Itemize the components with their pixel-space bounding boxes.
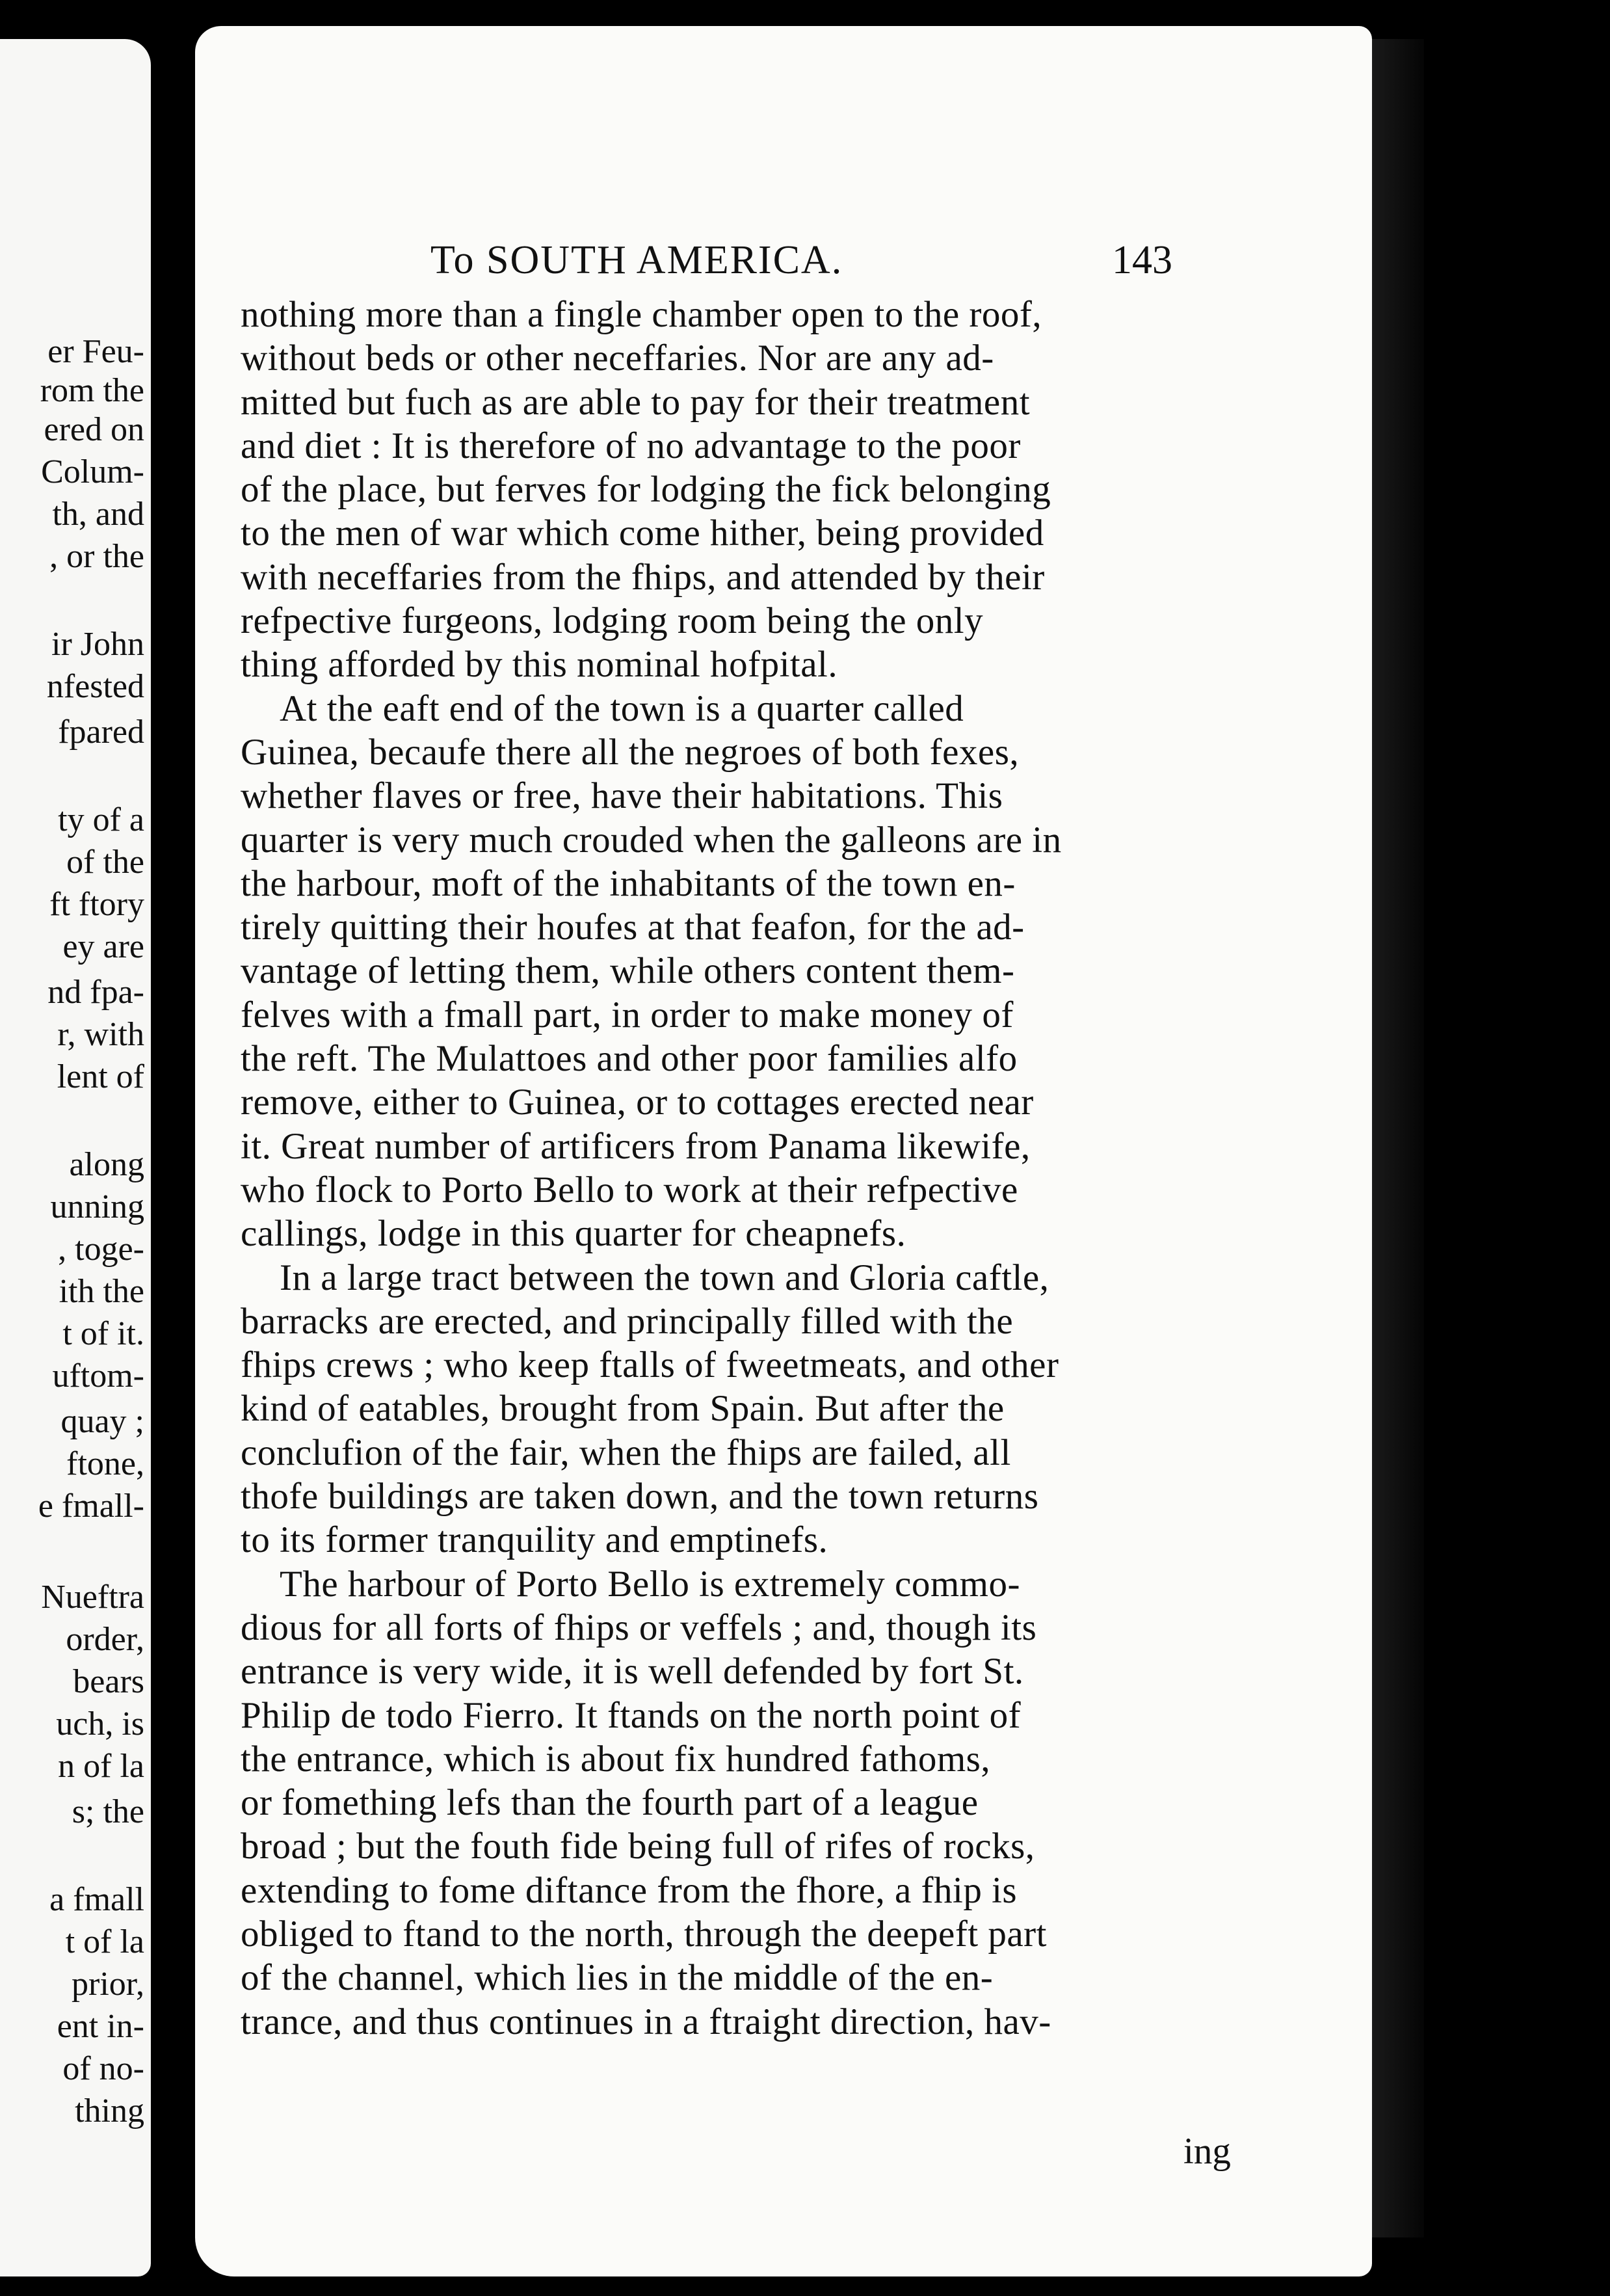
text-line: quarter is very much crouded when the galleons are in — [241, 819, 1062, 861]
left-page-fragment: ent in- — [57, 2008, 144, 2045]
right-page — [195, 26, 1372, 2276]
text-line: the reft. The Mulattoes and other poor families alfo — [241, 1038, 1018, 1080]
text-line: thing afforded by this nominal hofpital. — [241, 644, 838, 686]
left-page-fragment: fpared — [58, 714, 144, 751]
body-text — [241, 293, 1333, 2044]
text-line: or fomething lefs than the fourth part of a league — [241, 1782, 979, 1824]
catchword: ing — [1183, 2131, 1231, 2172]
text-line: of the channel, which lies in the middle of the en- — [241, 1957, 994, 1999]
left-page-fragment: t of la — [65, 1923, 144, 1960]
text-line: to its former tranquility and emptinefs. — [241, 1519, 828, 1561]
left-page-fragment: Nueftra — [41, 1579, 144, 1616]
left-page-fragment: ered on — [44, 411, 144, 448]
left-page-fragment: quay ; — [60, 1403, 144, 1440]
text-line: nothing more than a fingle chamber open to the roof, — [241, 294, 1042, 335]
left-page-fragment: uch, is — [56, 1705, 144, 1742]
left-page-fragment: thing — [75, 2092, 144, 2129]
left-page-fragment: of the — [66, 844, 144, 881]
text-line: of the place, but ferves for lodging the fick belonging — [241, 469, 1051, 511]
page-header — [195, 237, 1372, 289]
text-line: fhips crews ; who keep ftalls of fweetmeats, and other — [241, 1344, 1059, 1386]
left-page-fragment: ty of a — [58, 801, 144, 838]
book-edge — [1372, 0, 1610, 2296]
text-line: who flock to Porto Bello to work at their refpective — [241, 1169, 1018, 1210]
text-line: without beds or other neceffaries. Nor are any ad- — [241, 338, 994, 379]
left-page-fragment: ith the — [59, 1273, 144, 1310]
paragraph-start-line: The harbour of Porto Bello is extremely commo- — [280, 1563, 1020, 1605]
left-page-fragment: a fmall — [49, 1881, 144, 1918]
text-line: callings, lodge in this quarter for cheapnefs. — [241, 1213, 906, 1255]
left-page-fragment: th, and — [52, 496, 144, 533]
left-page-fragment: e fmall- — [38, 1488, 144, 1525]
text-line: with neceffaries from the fhips, and attended by their — [241, 556, 1045, 598]
text-line: barracks are erected, and principally filled with the — [241, 1300, 1014, 1342]
text-line: whether flaves or free, have their habitations. This — [241, 775, 1003, 817]
left-page-fragment: s; the — [72, 1793, 144, 1830]
text-line: extending to fome diftance from the fhore, a fhip is — [241, 1869, 1018, 1911]
left-page-fragment: order, — [66, 1621, 144, 1658]
page-edge-strip — [1372, 39, 1424, 2237]
left-page-fragment: n of la — [58, 1748, 144, 1785]
running-head: To SOUTH AMERICA. — [430, 238, 843, 282]
left-page-fragment: , toge- — [58, 1231, 144, 1268]
text-line: and diet : It is therefore of no advantage to the poor — [241, 425, 1021, 466]
left-page-fragment: nfested — [46, 668, 144, 705]
text-line: conclufion of the fair, when the fhips are failed, all — [241, 1432, 1011, 1473]
left-page-fragment: ftone, — [66, 1445, 144, 1482]
text-line: mitted but fuch as are able to pay for their treatment — [241, 381, 1031, 423]
left-page-fragment: ey are — [62, 928, 144, 965]
text-line: trance, and thus continues in a ftraight direction, hav- — [241, 2001, 1051, 2042]
text-line: the entrance, which is about fix hundred fathoms, — [241, 1738, 991, 1780]
left-page-fragment: r, with — [57, 1016, 144, 1053]
text-line: tirely quitting their houfes at that feafon, for the ad- — [241, 907, 1025, 948]
page-number: 143 — [1112, 238, 1172, 282]
text-line: felves with a fmall part, in order to make money of — [241, 994, 1014, 1035]
left-page-fragment: ft ftory — [49, 886, 144, 923]
left-page-fragment: prior, — [72, 1966, 144, 2003]
left-page-fragment: ir John — [51, 626, 144, 663]
text-line: dious for all forts of fhips or veffels ; and, though its — [241, 1607, 1037, 1648]
text-line: it. Great number of artificers from Panama likewife, — [241, 1125, 1031, 1167]
left-page-fragment: along — [69, 1146, 144, 1183]
left-page-fragment: , or the — [49, 538, 144, 575]
left-page-fragment: Colum- — [41, 453, 144, 490]
left-page-fragment: of no- — [62, 2050, 144, 2087]
left-page-fragment: unning — [50, 1188, 144, 1225]
text-line: Guinea, becaufe there all the negroes of both fexes, — [241, 731, 1020, 773]
text-line: vantage of letting them, while others content them- — [241, 950, 1015, 992]
text-line: Philip de todo Fierro. It ftands on the north point of — [241, 1694, 1022, 1736]
left-page-fragment: er Feu- — [47, 333, 144, 370]
left-page-fragment: lent of — [57, 1058, 144, 1095]
text-line: broad ; but the fouth fide being full of rifes of rocks, — [241, 1826, 1035, 1867]
text-line: the harbour, moft of the inhabitants of the town en- — [241, 862, 1016, 904]
paragraph-start-line: At the eaft end of the town is a quarter called — [280, 687, 964, 729]
book-gutter — [151, 0, 195, 2296]
text-line: remove, either to Guinea, or to cottages erected near — [241, 1082, 1034, 1123]
left-page-fragment: nd fpa- — [47, 974, 144, 1011]
left-page-fragment: bears — [73, 1663, 144, 1700]
text-line: thofe buildings are taken down, and the town returns — [241, 1476, 1039, 1517]
left-page — [0, 39, 151, 2276]
text-line: refpective furgeons, lodging room being the only — [241, 600, 984, 642]
text-line: obliged to ftand to the north, through the deepeft part — [241, 1913, 1048, 1955]
text-line: kind of eatables, brought from Spain. But after the — [241, 1388, 1005, 1430]
paragraph-start-line: In a large tract between the town and Gloria caftle, — [280, 1257, 1049, 1298]
text-line: to the men of war which come hither, being provided — [241, 513, 1044, 554]
text-line: entrance is very wide, it is well defended by fort St. — [241, 1651, 1024, 1692]
left-page-fragment: rom the — [40, 372, 144, 409]
left-page-fragment: t of it. — [62, 1315, 144, 1352]
left-page-fragment: uftom- — [52, 1357, 144, 1395]
